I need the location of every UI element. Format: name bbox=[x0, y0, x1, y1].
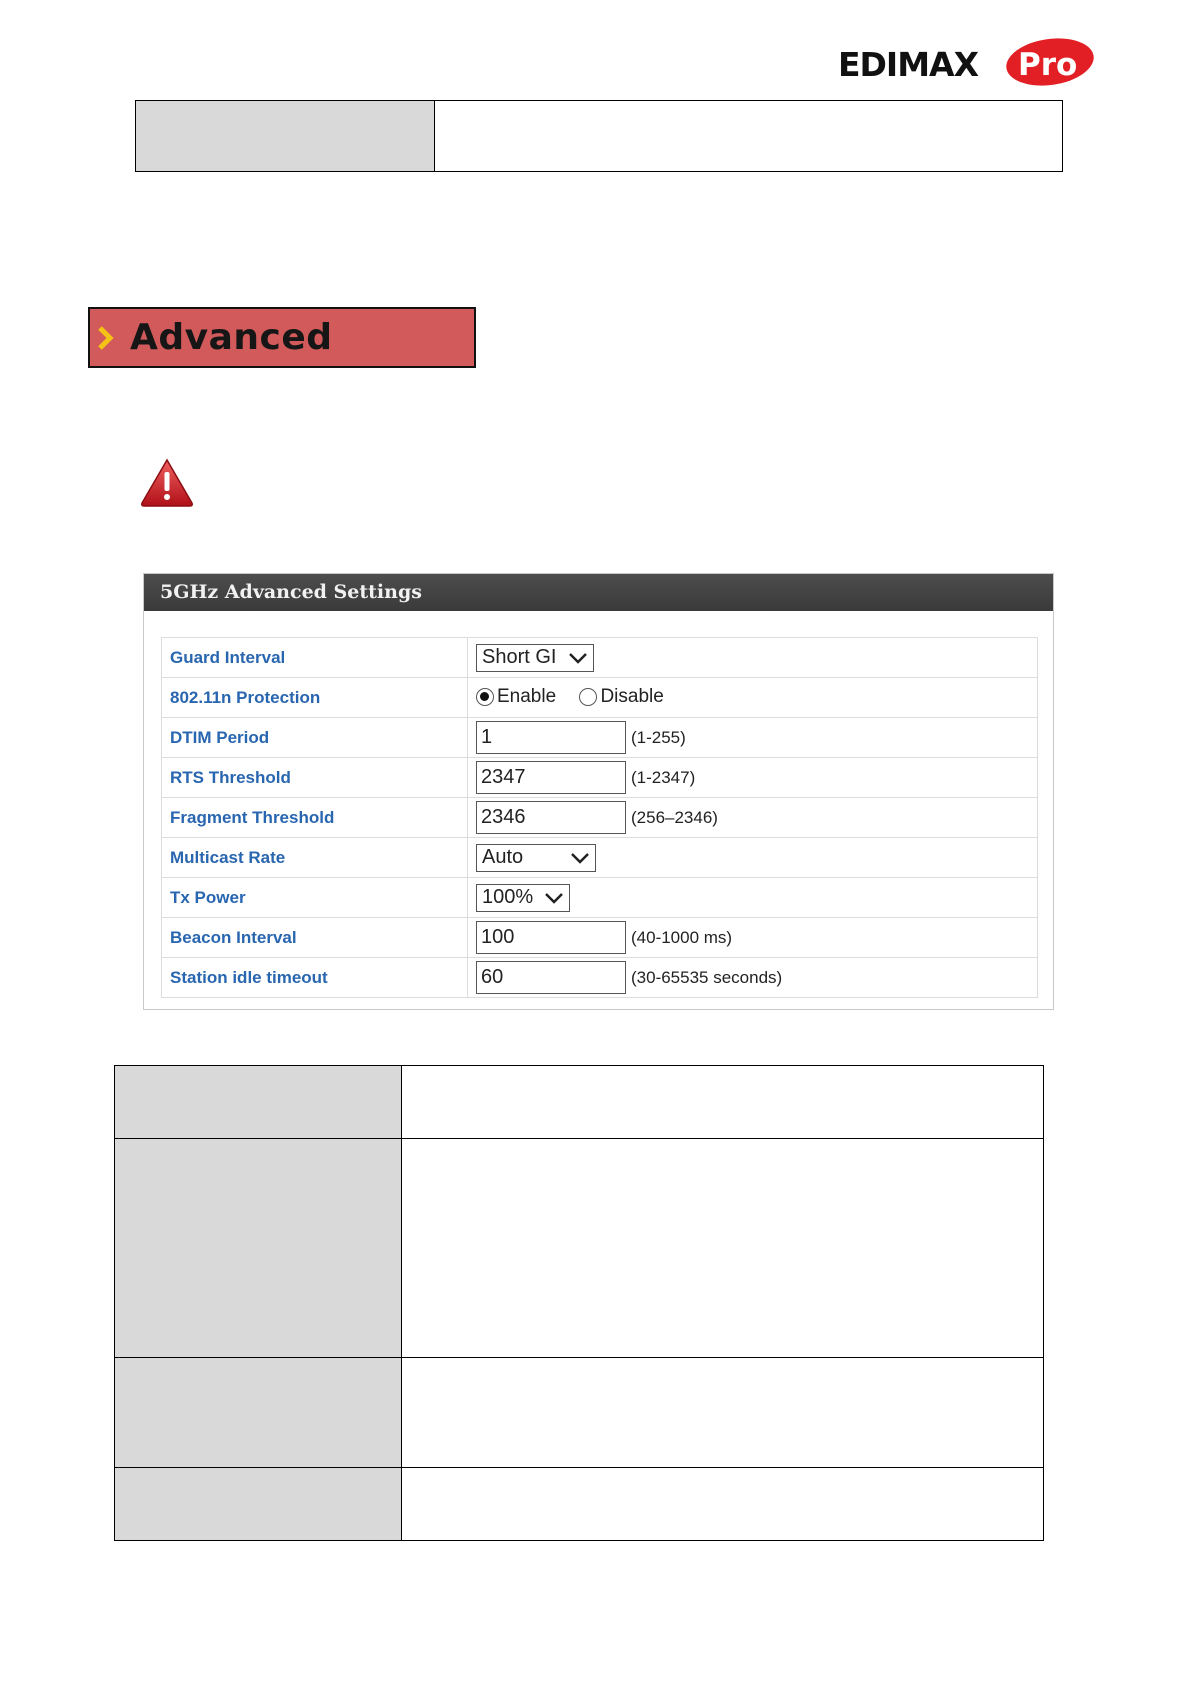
protection-label: 802.11n Protection bbox=[162, 678, 468, 718]
bottom-table-value-cell bbox=[402, 1066, 1044, 1139]
table-row bbox=[162, 758, 1038, 798]
edimax-pro-logo bbox=[838, 36, 1098, 90]
dtim-input[interactable]: 1 bbox=[476, 721, 626, 754]
idle-timeout-hint: (30-65535 seconds) bbox=[631, 967, 783, 987]
bottom-table-label-cell bbox=[115, 1468, 402, 1541]
guard-interval-select[interactable] bbox=[476, 644, 594, 672]
bottom-table-label-cell bbox=[115, 1358, 402, 1468]
chevron-down-icon bbox=[569, 851, 591, 865]
table-row bbox=[115, 1468, 1044, 1541]
table-row bbox=[162, 798, 1038, 838]
bottom-table-value-cell bbox=[402, 1358, 1044, 1468]
chevron-right-icon bbox=[96, 323, 116, 353]
guard-interval-label: Guard Interval bbox=[162, 638, 468, 678]
rts-input[interactable]: 2347 bbox=[476, 761, 626, 794]
rts-hint: (1-2347) bbox=[631, 767, 696, 787]
fragment-label: Fragment Threshold bbox=[162, 798, 468, 838]
table-row bbox=[162, 678, 1038, 718]
multicast-label: Multicast Rate bbox=[162, 838, 468, 878]
settings-table bbox=[161, 637, 1038, 998]
table-row bbox=[162, 918, 1038, 958]
protection-disable-label: Disable bbox=[600, 686, 664, 708]
dtim-hint: (1-255) bbox=[631, 727, 686, 747]
protection-enable-label: Enable bbox=[497, 686, 557, 708]
table-row bbox=[162, 838, 1038, 878]
tx-power-value: 100% bbox=[482, 886, 534, 908]
panel-title: 5GHz Advanced Settings bbox=[160, 581, 422, 603]
guard-interval-value: Short GI bbox=[482, 646, 557, 668]
idle-timeout-label: Station idle timeout bbox=[162, 958, 468, 998]
top-description-table bbox=[135, 100, 1063, 172]
logo-brand-text: EDIMAX bbox=[838, 45, 979, 84]
idle-timeout-input[interactable]: 60 bbox=[476, 961, 626, 994]
panel-header bbox=[144, 574, 1053, 611]
multicast-value: Auto bbox=[482, 846, 524, 868]
tx-power-label: Tx Power bbox=[162, 878, 468, 918]
tx-power-select[interactable] bbox=[476, 884, 570, 912]
beacon-input[interactable]: 100 bbox=[476, 921, 626, 954]
table-row bbox=[162, 638, 1038, 678]
fragment-input[interactable]: 2346 bbox=[476, 801, 626, 834]
chevron-down-icon bbox=[543, 891, 565, 905]
bottom-table-label-cell bbox=[115, 1066, 402, 1139]
table-row bbox=[115, 1139, 1044, 1358]
bottom-table-value-cell bbox=[402, 1468, 1044, 1541]
dtim-label: DTIM Period bbox=[162, 718, 468, 758]
section-title: Advanced bbox=[130, 317, 333, 358]
bottom-table-value-cell bbox=[402, 1139, 1044, 1358]
fragment-hint: (256–2346) bbox=[631, 807, 718, 827]
top-table-label-cell bbox=[136, 101, 435, 171]
protection-enable-radio[interactable] bbox=[476, 688, 494, 706]
multicast-select[interactable] bbox=[476, 844, 596, 872]
table-row bbox=[115, 1066, 1044, 1139]
warning-triangle-icon bbox=[140, 458, 194, 508]
beacon-label: Beacon Interval bbox=[162, 918, 468, 958]
chevron-down-icon bbox=[567, 651, 589, 665]
bottom-description-table bbox=[114, 1065, 1044, 1541]
beacon-hint: (40-1000 ms) bbox=[631, 927, 733, 947]
table-row bbox=[162, 878, 1038, 918]
rts-label: RTS Threshold bbox=[162, 758, 468, 798]
table-row bbox=[162, 718, 1038, 758]
table-row bbox=[162, 958, 1038, 998]
bottom-table-label-cell bbox=[115, 1139, 402, 1358]
section-banner bbox=[88, 307, 476, 368]
advanced-settings-panel bbox=[143, 573, 1054, 1010]
protection-disable-radio[interactable] bbox=[579, 688, 597, 706]
logo-suffix-text: Pro bbox=[1018, 47, 1078, 83]
table-row bbox=[115, 1358, 1044, 1468]
top-table-value-cell bbox=[435, 101, 1062, 171]
